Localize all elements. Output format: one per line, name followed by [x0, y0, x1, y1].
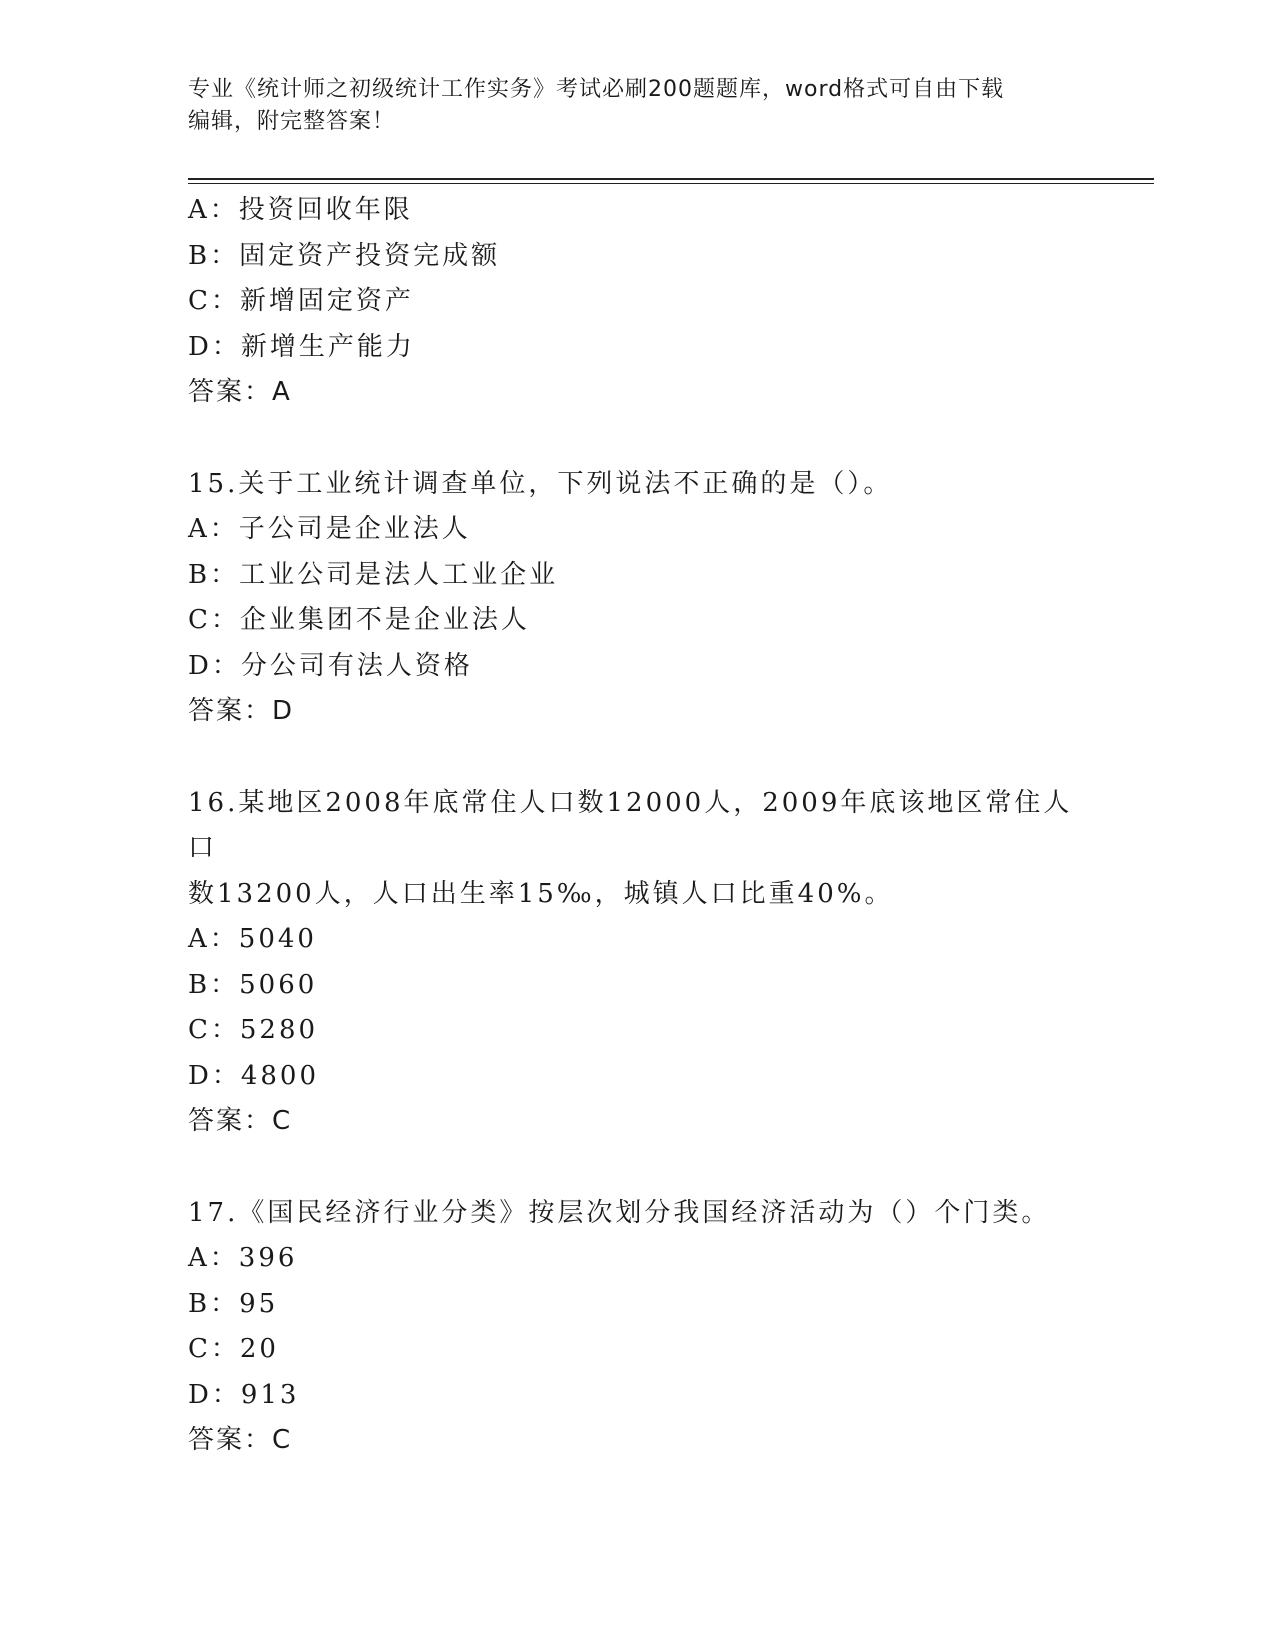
header-title-line-2: 编辑，附完整答案！ [188, 109, 396, 134]
option-b: B：95 [188, 1288, 279, 1319]
header-title-line-1: 专业《统计师之初级统计工作实务》考试必刷200题题库，word格式可自由下载 [188, 77, 1005, 102]
question-text: 17.《国民经济行业分类》按层次划分我国经济活动为（）个门类。 [188, 1197, 1051, 1228]
document-body [188, 188, 1138, 1464]
option-a: A：投资回收年限 [188, 195, 413, 225]
option-d: D：分公司有法人资格 [188, 650, 473, 681]
header-divider-thick [188, 178, 1154, 180]
spacer [188, 416, 1138, 462]
option-d: D：913 [188, 1379, 300, 1410]
option-b: B：固定资产投资完成额 [188, 240, 501, 271]
spacer [188, 735, 1138, 781]
option-c: C：5280 [188, 1015, 319, 1045]
option-a: A：子公司是企业法人 [188, 514, 471, 544]
option-c: C：20 [188, 1334, 279, 1364]
question-text: 15.关于工业统计调查单位，下列说法不正确的是（）。 [188, 468, 893, 499]
option-b: B：工业公司是法人工业企业 [188, 559, 559, 590]
question-17-block [188, 1191, 1138, 1464]
document-header [188, 74, 1088, 138]
question-16-block [188, 781, 1138, 1145]
option-d: D：新增生产能力 [188, 331, 415, 362]
question-text-line-1: 16.某地区2008年底常住人口数12000人，2009年底该地区常住人口 [188, 787, 1073, 863]
header-divider-thin [188, 183, 1154, 184]
option-c: C：企业集团不是企业法人 [188, 605, 530, 635]
answer-line: 答案：D [188, 696, 295, 726]
question-14-block [188, 188, 1138, 416]
answer-line: 答案：C [188, 1425, 293, 1455]
answer-line: 答案：A [188, 377, 292, 407]
option-a: A：396 [188, 1243, 298, 1273]
spacer [188, 1145, 1138, 1191]
option-d: D：4800 [188, 1060, 320, 1091]
question-text-line-2: 数13200人，人口出生率15‰，城镇人口比重40%。 [188, 878, 894, 909]
option-b: B：5060 [188, 969, 318, 1000]
answer-line: 答案：C [188, 1106, 293, 1136]
option-c: C：新增固定资产 [188, 286, 414, 316]
option-a: A：5040 [188, 924, 317, 954]
question-15-block [188, 462, 1138, 735]
